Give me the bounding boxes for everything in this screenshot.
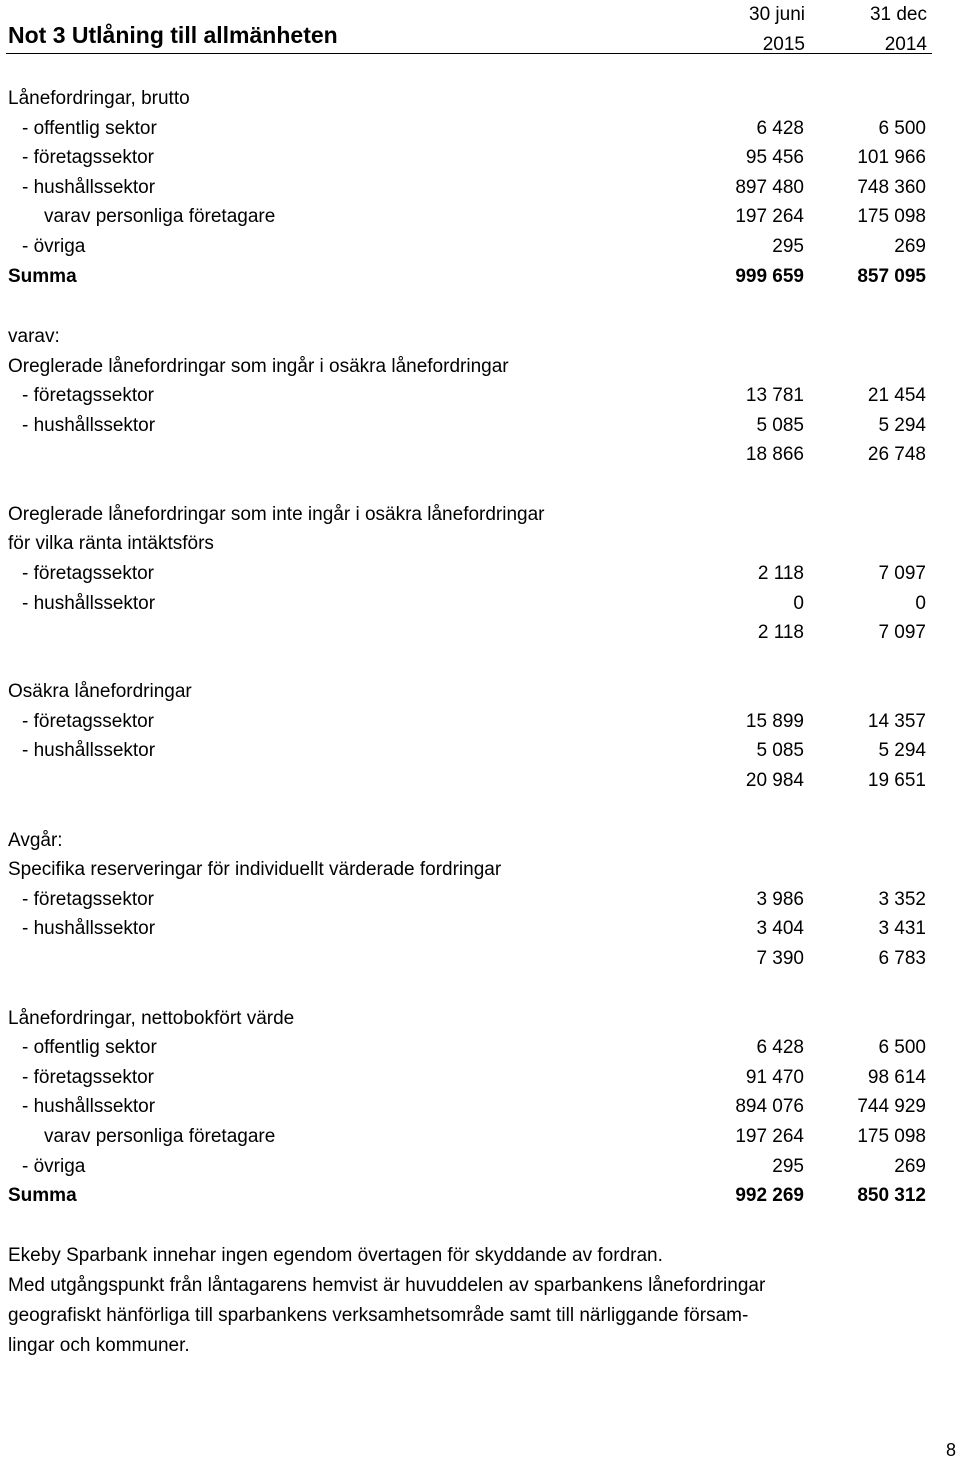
table-row bbox=[0, 352, 960, 382]
row-label: - hushållssektor bbox=[22, 415, 156, 436]
footnote-line: Ekeby Sparbank innehar ingen egendom övertagen för skyddande av fordran. bbox=[8, 1245, 663, 1266]
table-row bbox=[0, 677, 960, 707]
table-row bbox=[0, 500, 960, 530]
value-2015: 6 428 bbox=[756, 118, 804, 139]
value-2014: 175 098 bbox=[857, 1126, 926, 1147]
row-label: - företagssektor bbox=[22, 147, 154, 168]
header-divider bbox=[6, 53, 932, 54]
row-label: Lånefordringar, brutto bbox=[8, 88, 190, 109]
value-2014: 6 500 bbox=[878, 118, 926, 139]
row-label: Oreglerade lånefordringar som ingår i osäkra lånefordringar bbox=[8, 356, 509, 377]
value-2015: 5 085 bbox=[756, 740, 804, 761]
table-row-subtotal bbox=[0, 440, 960, 470]
value-2014: 269 bbox=[894, 1156, 926, 1177]
row-label: varav: bbox=[8, 326, 60, 347]
table-row bbox=[0, 114, 960, 144]
value-2015: 992 269 bbox=[735, 1185, 804, 1206]
value-2015: 295 bbox=[772, 236, 804, 257]
table-row bbox=[0, 84, 960, 114]
table-row bbox=[0, 232, 960, 262]
row-label: - hushållssektor bbox=[22, 177, 156, 198]
value-2015: 15 899 bbox=[745, 711, 804, 732]
row-label: - hushållssektor bbox=[22, 918, 156, 939]
value-2015: 2 118 bbox=[757, 622, 804, 643]
value-2014: 175 098 bbox=[857, 206, 926, 227]
column-header-2014 bbox=[807, 0, 927, 60]
value-2015: 18 866 bbox=[745, 444, 804, 465]
value-2014: 269 bbox=[894, 236, 926, 257]
row-label: Specifika reserveringar för individuellt värderade fordringar bbox=[8, 859, 502, 880]
value-2014: 7 097 bbox=[878, 563, 926, 584]
value-2014: 7 097 bbox=[878, 622, 926, 643]
row-label: - hushållssektor bbox=[22, 593, 156, 614]
value-2015: 0 bbox=[793, 593, 804, 614]
value-2015: 7 390 bbox=[756, 948, 804, 969]
note-title: Not 3 Utlåning till allmänheten bbox=[8, 22, 338, 48]
table-row bbox=[0, 411, 960, 441]
table-row-subtotal bbox=[0, 618, 960, 648]
page-number: 8 bbox=[945, 1440, 956, 1460]
value-2015: 91 470 bbox=[745, 1067, 804, 1088]
footnote-line: lingar och kommuner. bbox=[8, 1335, 190, 1356]
row-label: Lånefordringar, nettobokfört värde bbox=[8, 1008, 295, 1029]
value-2014: 748 360 bbox=[857, 177, 926, 198]
value-2014: 5 294 bbox=[878, 415, 926, 436]
value-2015: 197 264 bbox=[735, 1126, 804, 1147]
row-label: - företagssektor bbox=[22, 889, 154, 910]
table-row bbox=[0, 1152, 960, 1182]
row-label: Summa bbox=[8, 1185, 77, 1206]
column-header-2015-year: 2015 bbox=[762, 34, 805, 55]
row-label: Avgår: bbox=[8, 830, 63, 851]
value-2014: 101 966 bbox=[857, 147, 926, 168]
value-2015: 13 781 bbox=[745, 385, 804, 406]
value-2014: 744 929 bbox=[857, 1096, 926, 1117]
value-2014: 3 352 bbox=[878, 889, 926, 910]
table-row bbox=[0, 736, 960, 766]
table-row bbox=[0, 143, 960, 173]
row-label: - offentlig sektor bbox=[22, 118, 157, 139]
value-2015: 95 456 bbox=[745, 147, 804, 168]
value-2015: 2 118 bbox=[757, 563, 804, 584]
row-label: - övriga bbox=[22, 236, 86, 257]
table-row bbox=[0, 1004, 960, 1034]
value-2015: 5 085 bbox=[756, 415, 804, 436]
value-2014: 26 748 bbox=[867, 444, 926, 465]
value-2015: 295 bbox=[772, 1156, 804, 1177]
row-label: - hushållssektor bbox=[22, 1096, 156, 1117]
column-header-2014-date: 31 dec bbox=[869, 4, 927, 25]
row-label: - företagssektor bbox=[22, 711, 154, 732]
table-row bbox=[0, 173, 960, 203]
table-row bbox=[0, 529, 960, 559]
value-2015: 3 404 bbox=[756, 918, 804, 939]
table-row bbox=[0, 381, 960, 411]
footnote-line: geografiskt hänförliga till sparbankens verksamhetsområde samt till närliggande försam- bbox=[8, 1305, 749, 1326]
row-label: varav personliga företagare bbox=[44, 206, 276, 227]
table-row bbox=[0, 914, 960, 944]
row-label: - företagssektor bbox=[22, 385, 154, 406]
value-2014: 6 783 bbox=[878, 948, 926, 969]
value-2014: 850 312 bbox=[857, 1185, 926, 1206]
table-row bbox=[0, 1092, 960, 1122]
table-row-total bbox=[0, 1181, 960, 1211]
value-2015: 894 076 bbox=[735, 1096, 804, 1117]
value-2014: 98 614 bbox=[867, 1067, 926, 1088]
table-row-subtotal bbox=[0, 766, 960, 796]
value-2014: 6 500 bbox=[878, 1037, 926, 1058]
table-row-subtotal bbox=[0, 944, 960, 974]
value-2014: 0 bbox=[915, 593, 926, 614]
value-2015: 999 659 bbox=[735, 266, 804, 287]
column-header-2015 bbox=[685, 0, 805, 60]
value-2014: 21 454 bbox=[867, 385, 926, 406]
table-row bbox=[0, 559, 960, 589]
table-row bbox=[0, 322, 960, 352]
table-row bbox=[0, 589, 960, 619]
table-row bbox=[0, 202, 960, 232]
row-label: - hushållssektor bbox=[22, 740, 156, 761]
table-row bbox=[0, 826, 960, 856]
row-label: varav personliga företagare bbox=[44, 1126, 276, 1147]
column-header-2014-year: 2014 bbox=[884, 34, 927, 55]
table-row bbox=[0, 707, 960, 737]
row-label: Summa bbox=[8, 266, 77, 287]
value-2014: 19 651 bbox=[867, 770, 926, 791]
row-label: - övriga bbox=[22, 1156, 86, 1177]
row-label: Osäkra lånefordringar bbox=[8, 681, 192, 702]
table-row bbox=[0, 885, 960, 915]
value-2015: 6 428 bbox=[756, 1037, 804, 1058]
table-row-total bbox=[0, 262, 960, 292]
value-2014: 3 431 bbox=[878, 918, 926, 939]
row-label: - företagssektor bbox=[22, 563, 154, 584]
value-2015: 20 984 bbox=[745, 770, 804, 791]
table-row bbox=[0, 1033, 960, 1063]
table-row bbox=[0, 1122, 960, 1152]
row-label: Oreglerade lånefordringar som inte ingår i osäkra lånefordringar bbox=[8, 504, 545, 525]
value-2014: 857 095 bbox=[857, 266, 926, 287]
row-label: för vilka ränta intäktsförs bbox=[8, 533, 214, 554]
table-row bbox=[0, 855, 960, 885]
value-2015: 897 480 bbox=[735, 177, 804, 198]
footnote-line: Med utgångspunkt från låntagarens hemvist är huvuddelen av sparbankens lånefordringar bbox=[8, 1275, 766, 1296]
row-label: - företagssektor bbox=[22, 1067, 154, 1088]
value-2015: 197 264 bbox=[735, 206, 804, 227]
value-2014: 14 357 bbox=[867, 711, 926, 732]
footnote-paragraph bbox=[8, 1241, 908, 1361]
value-2014: 5 294 bbox=[878, 740, 926, 761]
table-row bbox=[0, 1063, 960, 1093]
row-label: - offentlig sektor bbox=[22, 1037, 157, 1058]
column-header-2015-date: 30 juni bbox=[749, 4, 805, 25]
value-2015: 3 986 bbox=[756, 889, 804, 910]
